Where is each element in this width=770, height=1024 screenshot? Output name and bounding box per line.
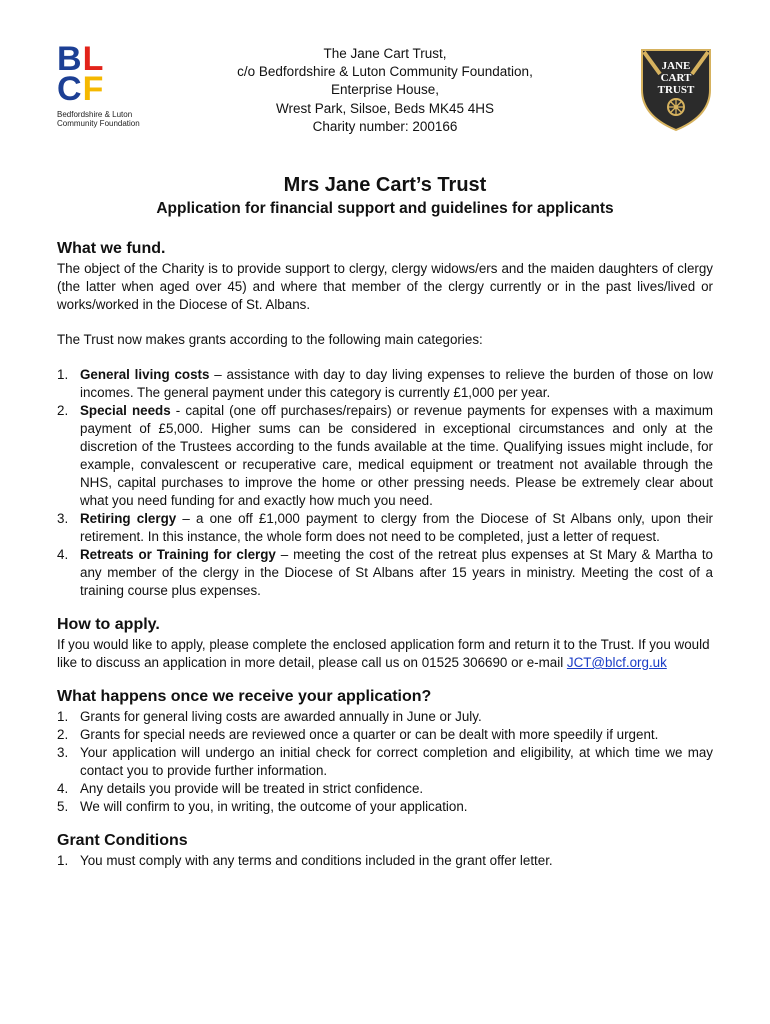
category-text: – meeting the cost of the retreat plus expenses at St Mary & Martha to any member of the clergy in the Diocese of St Albans after 15 years in ministry. Meeting the cost of a training course plus expenses.: [80, 547, 713, 598]
crest-text-line3: TRUST: [657, 84, 695, 96]
list-item-text: We will confirm to you, in writing, the outcome of your application.: [80, 799, 468, 814]
what-happens-heading: What happens once we receive your application?: [57, 688, 432, 705]
category-term: Retiring clergy: [80, 511, 177, 526]
list-item: [57, 366, 713, 402]
category-text: – a one off £1,000 payment to clergy from the Diocese of St Albans only, upon their retirement. In this instance, the whole form does not need to be completed, just a letter of request.: [80, 511, 714, 544]
list-number: 4.: [57, 781, 69, 796]
logo-letter-l: L: [82, 40, 105, 78]
list-item: [57, 510, 713, 546]
document-body: [57, 238, 713, 870]
address-line-4: Wrest Park, Silsoe, Beds MK45 4HS: [275, 100, 495, 116]
page-subtitle: Application for financial support and guidelines for applicants: [156, 200, 614, 217]
category-term: General living costs: [80, 367, 210, 382]
wheel-icon: [668, 99, 684, 115]
list-item-text: Grants for general living costs are awarded annually in June or July.: [80, 709, 482, 724]
address-line-3: Enterprise House,: [330, 82, 440, 98]
list-item: [57, 402, 713, 510]
grant-conditions-heading: Grant Conditions: [57, 832, 188, 849]
crest-text-line1: JANE: [661, 60, 691, 72]
list-number: 2.: [57, 727, 69, 742]
list-number: 4.: [57, 547, 69, 562]
logo-caption-line2: Community Foundation: [57, 119, 140, 128]
what-we-fund-intro: The object of the Charity is to provide support to clergy, clergy widows/ers and the maiden daughters of clergy (the latter when aged over 45) and where that member of the clergy currently or in the past lives/lived or works/worked in the Diocese of St. Albans.: [57, 261, 713, 312]
category-term: Special needs: [80, 403, 171, 418]
list-item-text: Any details you provide will be treated in strict confidence.: [80, 781, 424, 796]
list-item-text: You must comply with any terms and conditions included in the grant offer letter.: [80, 853, 553, 868]
list-number: 1.: [57, 853, 69, 868]
category-term: Retreats or Training for clergy: [80, 547, 276, 562]
logo-letter-f: F: [82, 70, 105, 108]
logo-caption-line1: Bedfordshire & Luton: [57, 110, 133, 119]
list-item-text: Your application will undergo an initial check for correct completion and eligibility, at which time we may contact you to provide further information.: [80, 745, 713, 778]
categories-intro: The Trust now makes grants according to the following main categories:: [57, 332, 483, 347]
what-we-fund-heading: What we fund.: [57, 240, 166, 257]
list-number: 1.: [57, 367, 69, 382]
list-item: [57, 546, 713, 600]
how-to-apply-text: [57, 636, 713, 672]
list-number: 3.: [57, 511, 69, 526]
address-line-1: The Jane Cart Trust,: [323, 46, 447, 61]
fund-categories-list: [57, 366, 713, 600]
charity-number: Charity number: 200166: [312, 118, 458, 134]
how-to-apply-heading: How to apply.: [57, 616, 160, 633]
page-title: Mrs Jane Cart’s Trust: [283, 174, 487, 196]
category-text: – assistance with day to day living expenses to relieve the burden of those on low incomes. The general payment under this category is currently £1,000 per year.: [80, 367, 713, 400]
jane-cart-trust-crest-logo: [638, 44, 714, 132]
how-to-apply-body: If you would like to apply, please complete the enclosed application form and return it to the Trust. If you would like to discuss an application in more detail, please call us on 01525 306690 or e-mail: [57, 637, 710, 670]
list-number: 3.: [57, 745, 69, 760]
address-line-2: c/o Bedfordshire & Luton Community Foundation,: [237, 64, 533, 80]
email-link[interactable]: JCT@blcf.org.uk: [566, 655, 667, 670]
logo-letter-c: C: [57, 70, 83, 108]
list-number: 5.: [57, 799, 69, 814]
blcf-logo: [57, 40, 147, 134]
list-item: [57, 798, 713, 816]
trust-address: [200, 45, 570, 136]
list-item: [57, 726, 713, 744]
logo-letter-b: B: [57, 40, 83, 78]
grant-conditions-list: [57, 852, 713, 870]
list-number: 2.: [57, 403, 69, 418]
list-item: [57, 744, 713, 780]
list-item-text: Grants for special needs are reviewed once a quarter or can be dealt with more speedily if urgent.: [80, 727, 659, 742]
category-text: - capital (one off purchases/repairs) or revenue payments for expenses with a maximum payment of £5,000. Higher sums can be considered in exceptional circumstances and only at the discretion of the Trustees according to the funds available at the time. Qualifying issues might include, for example, convalescent or recuperative care, medical equipment or treatment not available through the NHS, capital purchases to improve the home or other pressing needs. Please be extremely clear about what you need funding for and exactly how much you need.: [80, 403, 713, 508]
what-happens-list: [57, 708, 713, 816]
list-item: [57, 708, 713, 726]
list-number: 1.: [57, 709, 69, 724]
list-item: [57, 780, 713, 798]
list-item: [57, 852, 713, 870]
crest-text-line2: CART: [660, 72, 692, 84]
